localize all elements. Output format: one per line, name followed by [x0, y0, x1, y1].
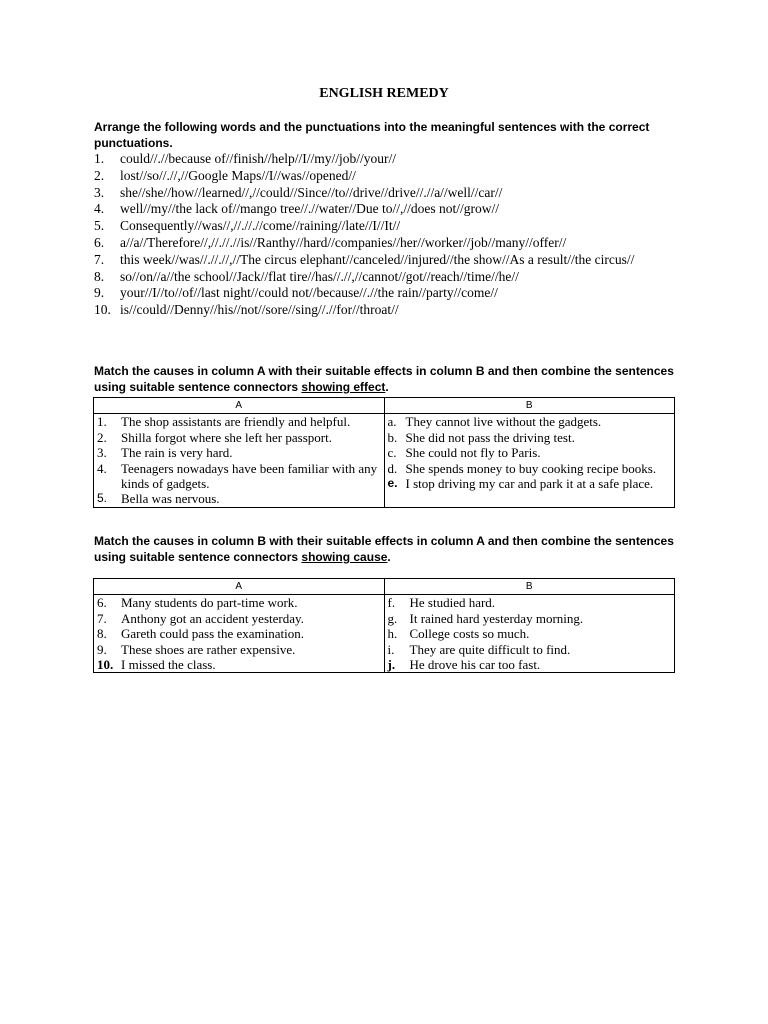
- list-item: [94, 252, 684, 269]
- cause-match-table: [93, 578, 675, 673]
- row-number: 4.: [97, 460, 107, 476]
- item-number: 6.: [94, 234, 105, 250]
- item-text: your//I//to//of//last night//could not//because//.//the rain//party//come//: [120, 285, 498, 301]
- column-a-cell: [94, 414, 385, 507]
- column-b-cell: [384, 595, 675, 673]
- column-a-cell: [94, 595, 385, 673]
- row-text: The rain is very hard.: [121, 445, 233, 461]
- row-number: 10.: [97, 657, 114, 673]
- row-text: I stop driving my car and park it at a safe place.: [405, 476, 654, 492]
- row-letter: h.: [387, 626, 398, 642]
- item-number: 7.: [94, 251, 105, 267]
- instruction-text: Match the causes in column B with their suitable effects in column A and then combine the sentences using suitable sentence connectors: [94, 534, 674, 564]
- row-number: 2.: [97, 429, 107, 445]
- table-row: [97, 611, 382, 626]
- row-number: 1.: [97, 414, 107, 430]
- row-text: They are quite difficult to find.: [409, 641, 571, 657]
- row-text: Many students do part-time work.: [121, 595, 298, 611]
- row-number: 9.: [97, 641, 107, 657]
- arrange-list: [94, 151, 684, 319]
- table-row: [388, 476, 673, 491]
- table-row: [388, 445, 673, 460]
- arrange-instruction: Arrange the following words and the punctuations into the meaningful sentences with the correct punctuations.: [94, 120, 650, 150]
- row-letter: b.: [387, 429, 398, 445]
- item-text: so//on//a//the school//Jack//flat tire//has//.//,//cannot//got//reach//time//he//: [120, 268, 519, 284]
- item-number: 8.: [94, 268, 105, 284]
- item-number: 3.: [94, 184, 105, 200]
- row-text: It rained hard yesterday morning.: [409, 610, 584, 626]
- table-row: [97, 414, 382, 429]
- row-text: She spends money to buy cooking recipe books.: [405, 460, 657, 476]
- item-text: a//a//Therefore//,//.//.//is//Ranthy//hard//companies//her//worker//job//many//offer//: [120, 234, 567, 250]
- instruction-end: .: [385, 380, 389, 394]
- row-text: Anthony got an accident yesterday.: [121, 610, 304, 626]
- row-text: He studied hard.: [409, 595, 496, 611]
- table-row: [97, 642, 382, 657]
- row-text: The shop assistants are friendly and helpful.: [121, 414, 351, 430]
- row-text: College costs so much.: [409, 626, 530, 642]
- instruction-text: Match the causes in column A with their suitable effects in column B and then combine the sentences using suitable sentence connectors: [94, 364, 674, 394]
- item-number: 1.: [94, 151, 105, 166]
- table-row: [97, 461, 382, 492]
- list-item: [94, 168, 684, 185]
- table-row: [388, 461, 673, 476]
- table-row: [97, 445, 382, 460]
- effect-instruction: [94, 363, 684, 395]
- list-item: [94, 218, 684, 235]
- cause-instruction: [94, 533, 684, 565]
- list-item: [94, 185, 684, 202]
- column-b-header: B: [384, 398, 675, 414]
- item-number: 10.: [94, 302, 111, 318]
- list-item: [94, 235, 684, 252]
- row-number: 7.: [97, 610, 107, 626]
- item-text: this week//was//.//.//,//The circus elephant//canceled//injured//the show//As a result//the circus//: [120, 251, 635, 267]
- list-item: [94, 201, 684, 218]
- item-text: lost//so//.//,//Google Maps//I//was//opened//: [120, 167, 356, 183]
- item-text: well//my//the lack of//mango tree//.//water//Due to//,//does not//grow//: [120, 201, 500, 217]
- table-row: [388, 611, 673, 626]
- page-title: ENGLISH REMEDY: [319, 86, 449, 101]
- list-item: [94, 269, 684, 286]
- item-number: 2.: [94, 167, 105, 183]
- row-letter: d.: [387, 460, 398, 476]
- row-text: Bella was nervous.: [121, 491, 220, 507]
- item-number: 9.: [94, 285, 105, 301]
- table-row: [388, 595, 673, 610]
- item-text: is//could//Denny//his//not//sore//sing//.//for//throat//: [120, 302, 399, 318]
- column-b-header: B: [384, 579, 675, 595]
- row-text: I missed the class.: [121, 657, 216, 673]
- list-item: [94, 285, 684, 302]
- row-number: 8.: [97, 626, 107, 642]
- table-row: [388, 626, 673, 641]
- instruction-emphasis: showing cause: [301, 550, 388, 564]
- instruction-emphasis: showing effect: [301, 380, 386, 394]
- table-row: [388, 642, 673, 657]
- row-letter: g.: [387, 610, 398, 626]
- row-letter: f.: [387, 595, 396, 611]
- item-text: Consequently//was//,//.//.//come//raining//late//I//It//: [120, 218, 401, 234]
- row-text: Gareth could pass the examination.: [121, 626, 305, 642]
- column-a-header: A: [94, 579, 385, 595]
- row-letter: c.: [387, 445, 397, 461]
- table-row: [97, 626, 382, 641]
- row-number: 6.: [97, 595, 107, 611]
- item-number: 5.: [94, 218, 105, 234]
- row-text: She could not fly to Paris.: [405, 445, 541, 461]
- row-letter: e.: [387, 476, 398, 491]
- item-text: she//she//how//learned//,//could//Since//to//drive//drive//.//a//well//car//: [120, 184, 503, 200]
- row-text: She did not pass the driving test.: [405, 429, 575, 445]
- table-row: [97, 430, 382, 445]
- table-row: [97, 657, 382, 672]
- item-text: could//.//because of//finish//help//I//my//job//your//: [120, 151, 396, 166]
- table-row: [97, 595, 382, 610]
- row-letter: i.: [387, 641, 395, 657]
- row-letter: j.: [387, 657, 396, 673]
- effect-match-table: [93, 397, 675, 508]
- row-number: 5.: [97, 491, 108, 506]
- row-text: Shilla forgot where she left her passport.: [121, 429, 332, 445]
- table-row: [97, 491, 382, 506]
- row-letter: a.: [387, 414, 397, 430]
- item-number: 4.: [94, 201, 105, 217]
- column-a-header: A: [94, 398, 385, 414]
- list-item: [94, 151, 684, 168]
- table-row: [388, 430, 673, 445]
- row-text: They cannot live without the gadgets.: [405, 414, 602, 430]
- row-text: Teenagers nowadays have been familiar with any kinds of gadgets.: [121, 460, 378, 492]
- row-text: He drove his car too fast.: [409, 657, 541, 673]
- table-row: [388, 657, 673, 672]
- list-item: [94, 302, 684, 319]
- instruction-end: .: [387, 550, 391, 564]
- column-b-cell: [384, 414, 675, 507]
- row-text: These shoes are rather expensive.: [121, 641, 296, 657]
- row-number: 3.: [97, 445, 107, 461]
- table-row: [388, 414, 673, 429]
